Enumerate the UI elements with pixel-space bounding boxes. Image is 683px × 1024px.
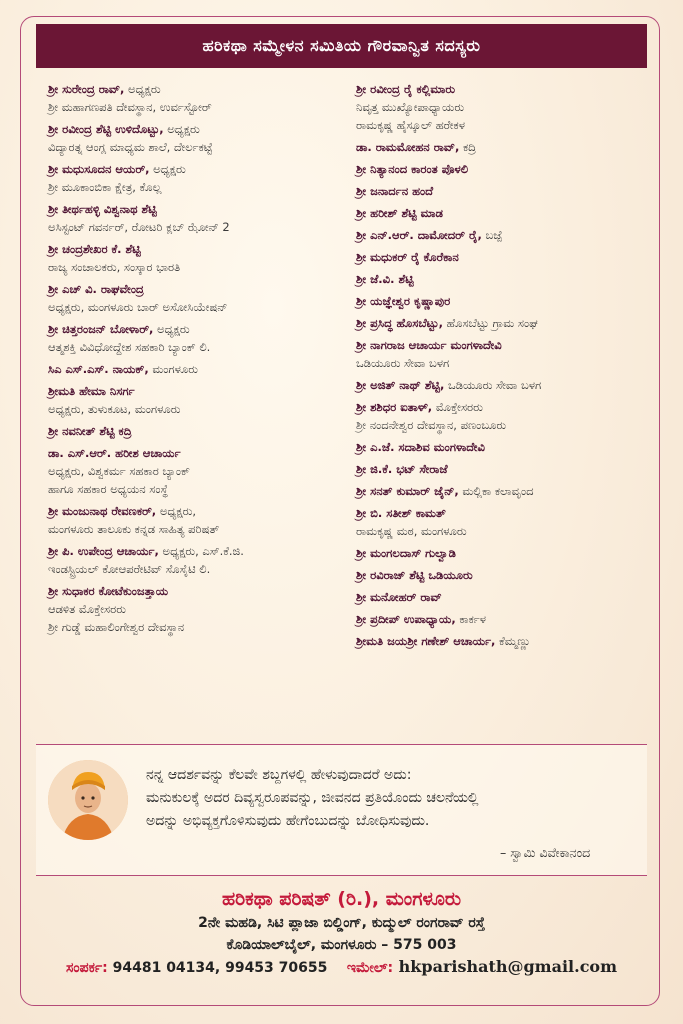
quote-line: ನನ್ನ ಆದರ್ಶವನ್ನು ಕೆಲವೇ ಶಬ್ದಗಳಲ್ಲಿ ಹೇಳುವುದಾದರೆ ಅದು: — [146, 767, 412, 783]
member-entry — [48, 542, 348, 578]
member-name — [356, 398, 656, 416]
member-entry — [356, 544, 656, 562]
email-label: ಇಮೇಲ್: — [346, 960, 394, 976]
member-name-text: ಶ್ರೀಮತಿ ಹೇಮಾ ನಿಸರ್ಗ — [48, 384, 135, 398]
member-name — [356, 336, 656, 354]
member-entry — [356, 504, 656, 540]
member-name-text: ಶ್ರೀ ನಾಗರಾಜ ಆಚಾರ್ಯ ಮಂಗಳಾದೇವಿ — [356, 338, 502, 352]
member-detail: ಇಂಡಸ್ಟ್ರಿಯಲ್ ಕೋಆಪರೇಟಿವ್ ಸೊಸೈಟಿ ಲಿ. — [48, 562, 211, 576]
member-entry — [356, 438, 656, 456]
member-detail: ವಿದ್ಯಾರತ್ನ ಆಂಗ್ಲ ಮಾಧ್ಯಮ ಶಾಲೆ, ದೇರ್ಲಕಟ್ಟೆ — [48, 140, 213, 154]
member-entry — [48, 160, 348, 196]
left-member-column — [48, 80, 348, 640]
member-name — [356, 482, 656, 500]
member-role: ಕೆಮ್ಮಣ್ಣು — [495, 634, 531, 648]
member-name — [356, 376, 656, 394]
member-name-text: ಶ್ರೀ ರವಿರಾಜ್ ಶೆಟ್ಟಿ ಒಡಿಯೂರು — [356, 568, 473, 582]
member-role: ಹೊಸಬೆಟ್ಟು ಗ್ರಾಮ ಸಂಘ — [443, 316, 538, 330]
phone-numbers: 94481 04134, 99453 70655 — [107, 960, 328, 976]
member-detail: ಆತ್ಮಶಕ್ತಿ ವಿವಿಧೋದ್ದೇಶ ಸಹಕಾರಿ ಬ್ಯಾಂಕ್ ಲಿ. — [48, 340, 211, 354]
member-role: ಅಧ್ಯಕ್ಷರು, ಎಸ್.ಕೆ.ಜಿ. — [158, 544, 244, 558]
member-name-text: ಶ್ರೀ ರವೀಂದ್ರ ಶೆಟ್ಟಿ ಉಳಿದೊಟ್ಟು, — [48, 122, 164, 136]
member-entry — [356, 292, 656, 310]
member-entry — [356, 204, 656, 222]
vivekananda-portrait-icon — [48, 760, 128, 840]
member-entry — [48, 444, 348, 498]
member-entry — [48, 280, 348, 316]
member-role: ಒಡಿಯೂರು ಸೇವಾ ಬಳಗ — [444, 378, 542, 392]
member-role: ಅಧ್ಯಕ್ಷರು, — [156, 504, 197, 518]
member-name-text: ಶ್ರೀ ಮಧುಸೂದನ ಆಯರ್, — [48, 162, 150, 176]
member-name-text: ಶ್ರೀ ಮನೋಹರ್ ರಾವ್ — [356, 590, 442, 604]
member-role: ಕಾರ್ಕಳ — [455, 612, 486, 626]
member-name — [356, 610, 656, 628]
member-role: ಮಲ್ಲಿಕಾ ಕಲಾವೃಂದ — [458, 484, 534, 498]
member-role: ಅಧ್ಯಕ್ಷರು — [149, 162, 186, 176]
member-entry — [356, 226, 656, 244]
member-name-text: ಶ್ರೀ ಶಶಿಧರ ಐತಾಳ್, — [356, 400, 433, 414]
member-name-text: ಶ್ರೀ ಚಿತ್ತರಂಜನ್ ಬೋಳಾರ್, — [48, 322, 154, 336]
member-entry — [356, 632, 656, 650]
member-detail: ಶ್ರೀ ಮೂಕಾಂಬಿಕಾ ಕ್ಷೇತ್ರ, ಕೊಲ್ಲ — [48, 180, 162, 194]
member-entry — [356, 482, 656, 500]
member-entry — [356, 182, 656, 200]
member-name — [48, 200, 348, 218]
member-role: ಮೊಕ್ತೇಸರರು — [432, 400, 483, 414]
member-name-text: ಶ್ರೀ ಎನ್.ಆರ್. ದಾಮೋದರ್ ರೈ, — [356, 228, 482, 242]
title-bar — [36, 24, 647, 68]
member-role: ಅಧ್ಯಕ್ಷರು — [153, 322, 190, 336]
member-name — [356, 226, 656, 244]
member-name-text: ಡಾ. ರಾಮಮೋಹನ ರಾವ್, — [356, 140, 460, 154]
member-name-text: ಶ್ರೀ ಸುರೇಂದ್ರ ರಾವ್, — [48, 82, 125, 96]
member-name-text: ಶ್ರೀ ನವನೀತ್ ಶೆಟ್ಟಿ ಕದ್ರಿ — [48, 424, 132, 438]
member-name — [48, 502, 348, 520]
member-detail: ನಿವೃತ್ತ ಮುಖ್ಯೋಪಾಧ್ಯಾಯರು — [356, 100, 465, 114]
member-name — [48, 240, 348, 258]
member-name-text: ಶ್ರೀ ರವೀಂದ್ರ ರೈ ಕಲ್ಲಿಮಾರು — [356, 82, 456, 96]
member-entry — [356, 248, 656, 266]
quote-line: ಮನುಕುಲಕ್ಕೆ ಅದರ ದಿವ್ಯಸ್ವರೂಪವನ್ನು, ಜೀವನದ ಪ್ರತಿಯೊಂದು ಚಲನೆಯಲ್ಲಿ — [146, 790, 479, 806]
member-detail: ಅಸಿಸ್ಟಂಟ್ ಗವರ್ನರ್, ರೋಟರಿ ಕ್ಲಬ್ ಝೋನ್ 2 — [48, 220, 230, 234]
member-role: ಕದ್ರಿ — [459, 140, 477, 154]
member-name — [356, 566, 656, 584]
member-name — [356, 314, 656, 332]
right-member-column — [356, 80, 656, 654]
portrait-illustration — [48, 760, 128, 840]
member-entry — [356, 270, 656, 288]
member-detail: ರಾಜ್ಯ ಸಂಚಾಲಕರು, ಸಂಸ್ಕಾರ ಭಾರತಿ — [48, 260, 181, 274]
member-entry — [356, 460, 656, 478]
member-name — [48, 422, 348, 440]
member-name — [48, 542, 348, 560]
member-name — [48, 80, 348, 98]
member-entry — [48, 240, 348, 276]
member-name-text: ಶ್ರೀ ಚಂದ್ರಶೇಖರ ಕೆ. ಶೆಟ್ಟಿ — [48, 242, 141, 256]
member-name-text: ಸಿಎ ಎಸ್.ಎಸ್. ನಾಯಕ್, — [48, 362, 149, 376]
member-entry — [48, 200, 348, 236]
member-entry — [356, 138, 656, 156]
member-entry — [48, 120, 348, 156]
member-name — [48, 280, 348, 298]
address-line-2: ಕೊಡಿಯಾಲ್‌ಬೈಲ್, ಮಂಗಳೂರು – 575 003 — [226, 937, 457, 953]
organization-name: ಹರಿಕಥಾ ಪರಿಷತ್ (ರಿ.), ಮಂಗಳೂರು — [221, 888, 462, 910]
member-detail: ಆಡಳಿತ ಮೊಕ್ತೇಸರರು — [48, 602, 126, 616]
member-name-text: ಶ್ರೀ ಸನತ್ ಕುಮಾರ್ ಜೈನ್, — [356, 484, 459, 498]
contact-line — [36, 956, 647, 979]
member-detail: ಮಂಗಳೂರು ತಾಲೂಕು ಕನ್ನಡ ಸಾಹಿತ್ಯ ಪರಿಷತ್ — [48, 522, 220, 536]
member-name — [356, 632, 656, 650]
member-name — [48, 382, 348, 400]
member-name-text: ಶ್ರೀ ಎಚ್ ವಿ. ರಾಘವೇಂದ್ರ — [48, 282, 144, 296]
member-name-text: ಶ್ರೀ ಪ್ರದೀಪ್ ಉಪಾಧ್ಯಾಯ, — [356, 612, 456, 626]
member-detail: ಶ್ರೀ ಗುಡ್ಡೆ ಮಹಾಲಿಂಗೇಶ್ವರ ದೇವಸ್ಥಾನ — [48, 620, 185, 634]
member-name-text: ಶ್ರೀ ಪ್ರಸಿದ್ಧ ಹೊಸಬೆಟ್ಟು, — [356, 316, 444, 330]
member-name — [48, 320, 348, 338]
member-detail: ರಾಮಕೃಷ್ಣ ಹೈಸ್ಕೂಲ್ ಹರೇಕಳ — [356, 118, 465, 132]
member-detail: ಅಧ್ಯಕ್ಷರು, ಮಂಗಳೂರು ಬಾರ್ ಅಸೋಸಿಯೇಷನ್ — [48, 300, 228, 314]
member-name — [356, 438, 656, 456]
member-detail: ಶ್ರೀ ನಂದನೇಶ್ವರ ದೇವಸ್ಥಾನ, ಪಣಂಬೂರು — [356, 418, 507, 432]
member-entry — [48, 502, 348, 538]
email-address[interactable]: hkparishath@gmail.com — [393, 957, 618, 976]
page-title: ಹರಿಕಥಾ ಸಮ್ಮೇಳನ ಸಮಿತಿಯ ಗೌರವಾನ್ವಿತ ಸದಸ್ಯರು — [202, 36, 481, 55]
footer — [36, 886, 647, 979]
member-detail: ಹಾಗೂ ಸಹಕಾರ ಅಧ್ಯಯನ ಸಂಸ್ಥೆ — [48, 482, 169, 496]
quote-line: ಅದನ್ನು ಅಭಿವ್ಯಕ್ತಗೊಳಿಸುವುದು ಹೇಗೆಂಬುದನ್ನು ಬೋಧಿಸುವುದು. — [146, 813, 430, 829]
member-entry — [48, 80, 348, 116]
member-name-text: ಶ್ರೀ ಪಿ. ಉಪೇಂದ್ರ ಆಚಾರ್ಯ, — [48, 544, 159, 558]
member-name-text: ಶ್ರೀ ಅಜಿತ್ ನಾಥ್ ಶೆಟ್ಟಿ, — [356, 378, 445, 392]
member-entry — [356, 610, 656, 628]
member-role: ಅಧ್ಯಕ್ಷರು — [124, 82, 161, 96]
member-name — [356, 80, 656, 98]
member-name-text: ಶ್ರೀ ಬಿ. ಸತೀಶ್ ಕಾಮತ್ — [356, 506, 446, 520]
member-entry — [48, 360, 348, 378]
member-detail: ಒಡಿಯೂರು ಸೇವಾ ಬಳಗ — [356, 356, 450, 370]
member-name — [356, 544, 656, 562]
member-role: ಅಧ್ಯಕ್ಷರು — [163, 122, 200, 136]
member-name — [48, 160, 348, 178]
member-name — [356, 588, 656, 606]
member-name — [356, 460, 656, 478]
member-name — [48, 120, 348, 138]
member-name-text: ಶ್ರೀ ಎ.ಜೆ. ಸದಾಶಿವ ಮಂಗಳಾದೇವಿ — [356, 440, 485, 454]
member-entry — [356, 566, 656, 584]
member-name-text: ಶ್ರೀ ಜಿ.ಕೆ. ಭಟ್ ಸೇರಾಜೆ — [356, 462, 448, 476]
member-entry — [356, 160, 656, 178]
member-name-text: ಶ್ರೀ ಜೆ.ವಿ. ಶೆಟ್ಟಿ — [356, 272, 414, 286]
member-entry — [48, 422, 348, 440]
member-detail: ಅಧ್ಯಕ್ಷರು, ವಿಶ್ವಕರ್ಮ ಸಹಕಾರ ಬ್ಯಾಂಕ್ — [48, 464, 190, 478]
member-entry — [356, 80, 656, 134]
member-name-text: ಶ್ರೀ ಜನಾರ್ದನ ಹಂದೆ — [356, 184, 434, 198]
member-name-text: ಶ್ರೀ ಯಜ್ಞೇಶ್ವರ ಕೃಷ್ಣಾಪುರ — [356, 294, 451, 308]
contact-label: ಸಂಪರ್ಕ: — [65, 960, 108, 976]
member-name-text: ಶ್ರೀ ಮಧುಕರ್ ರೈ ಕೊರೆಕಾನ — [356, 250, 459, 264]
member-detail: ಶ್ರೀ ಮಹಾಗಣಪತಿ ದೇವಸ್ಥಾನ, ಉರ್ವಸ್ಟೋರ್ — [48, 100, 212, 114]
member-name — [356, 292, 656, 310]
member-name — [356, 504, 656, 522]
member-name-text: ಶ್ರೀ ಹರೀಶ್ ಶೆಟ್ಟಿ ಮಾಡ — [356, 206, 443, 220]
member-name-text: ಶ್ರೀ ಮಂಜುನಾಥ ರೇವಣಕರ್, — [48, 504, 157, 518]
quote-text — [146, 764, 646, 833]
member-entry — [48, 382, 348, 418]
member-name — [356, 204, 656, 222]
member-name — [356, 248, 656, 266]
member-role: ಮಂಗಳೂರು — [148, 362, 198, 376]
member-entry — [356, 588, 656, 606]
member-name-text: ಶ್ರೀಮತಿ ಜಯಶ್ರೀ ಗಣೇಶ್ ಆಚಾರ್ಯ, — [356, 634, 496, 648]
member-entry — [48, 320, 348, 356]
member-name — [356, 138, 656, 156]
member-name — [356, 182, 656, 200]
member-name-text: ಶ್ರೀ ಸುಧಾಕರ ಕೋಟೆಕುಂಜತ್ತಾಯ — [48, 584, 169, 598]
member-role: ಬಜ್ಪೆ — [481, 228, 503, 242]
member-name — [48, 444, 348, 462]
quote-author: – ಸ್ವಾಮಿ ವಿವೇಕಾನಂದ — [500, 845, 591, 860]
member-name — [48, 582, 348, 600]
member-name-text: ಶ್ರೀ ತೀರ್ಥಹಳ್ಳಿ ವಿಶ್ವನಾಥ ಶೆಟ್ಟಿ — [48, 202, 157, 216]
member-name-text: ಶ್ರೀ ನಿತ್ಯಾನಂದ ಕಾರಂತ ಪೊಳಲಿ — [356, 162, 469, 176]
member-detail: ರಾಮಕೃಷ್ಣ ಮಠ, ಮಂಗಳೂರು — [356, 524, 467, 538]
address-line-1: 2ನೇ ಮಹಡಿ, ಸಿಟಿ ಪ್ಲಾಜಾ ಬಿಲ್ಡಿಂಗ್, ಕುದ್ಮುಲ್ ರಂಗರಾವ್ ರಸ್ತೆ — [198, 915, 485, 931]
member-detail: ಅಧ್ಯಕ್ಷರು, ತುಳುಕೂಟ, ಮಂಗಳೂರು — [48, 402, 181, 416]
member-name-text: ಡಾ. ಎಸ್.ಆರ್. ಹರೀಶ ಆಚಾರ್ಯ — [48, 446, 181, 460]
member-name — [356, 270, 656, 288]
member-entry — [48, 582, 348, 636]
member-entry — [356, 376, 656, 394]
member-name-text: ಶ್ರೀ ಮಂಗಲದಾಸ್ ಗುಲ್ವಾಡಿ — [356, 546, 456, 560]
member-name — [48, 360, 348, 378]
member-entry — [356, 336, 656, 372]
member-entry — [356, 398, 656, 434]
member-entry — [356, 314, 656, 332]
member-name — [356, 160, 656, 178]
